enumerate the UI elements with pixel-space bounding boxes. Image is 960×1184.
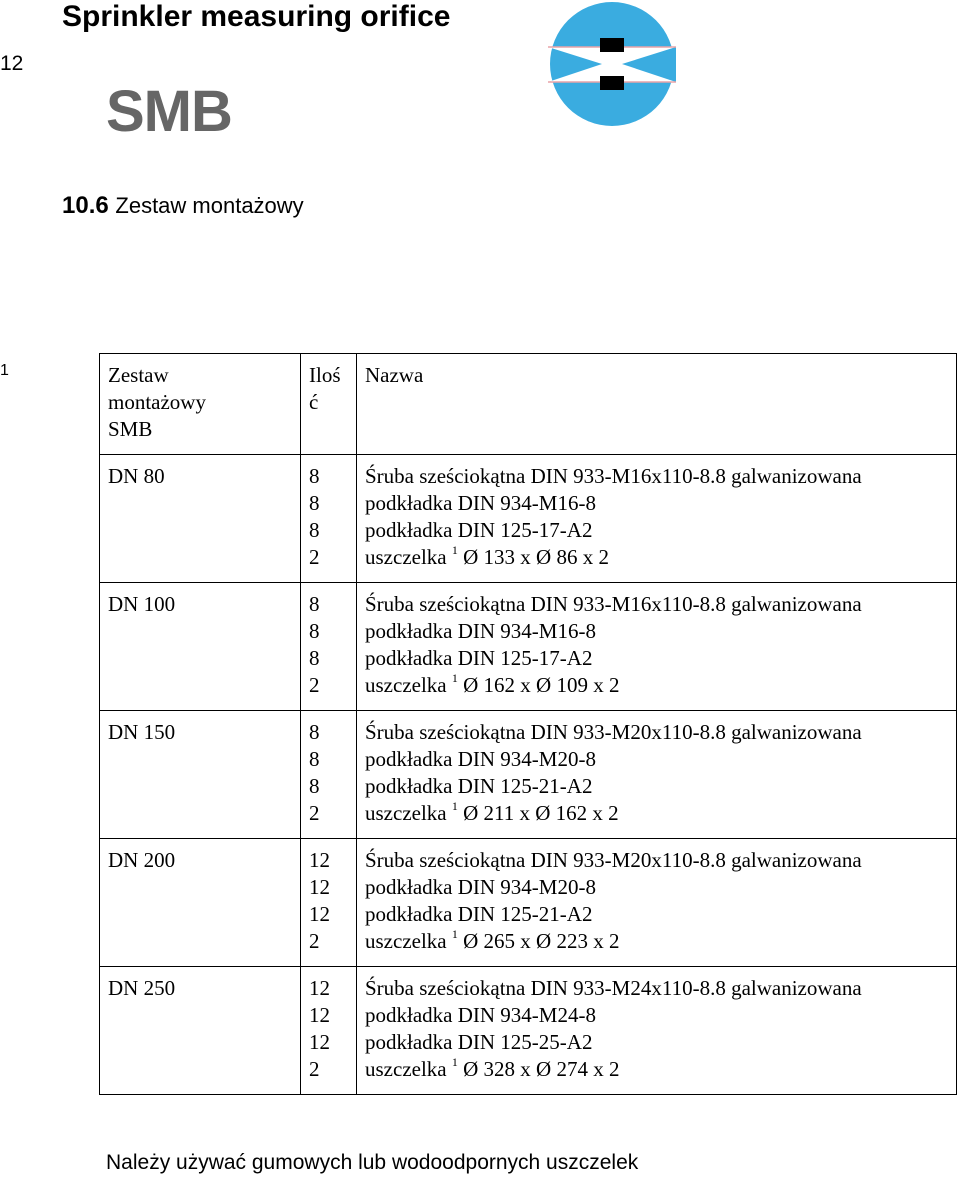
cell-qty: 8 8 8 2 — [301, 583, 357, 711]
cell-dn: DN 100 — [100, 583, 301, 711]
header-qty: Iloś ć — [301, 354, 357, 455]
margin-marker: 1 — [0, 362, 9, 379]
cell-qty: 8 8 8 2 — [301, 455, 357, 583]
page-number: 12 — [0, 52, 24, 75]
cell-dn: DN 250 — [100, 967, 301, 1095]
footnote-ref: 1 — [451, 799, 458, 813]
cell-qty: 12 12 12 2 — [301, 839, 357, 967]
gasket-line: uszczelka $^1$ Ø 211 x Ø 162 x 2 — [365, 799, 619, 825]
page-title: Sprinkler measuring orifice — [62, 0, 451, 33]
footnote-ref: 1 — [451, 671, 458, 685]
cell-dn: DN 150 — [100, 711, 301, 839]
cell-name: Śruba sześciokątna DIN 933-M20x110-8.8 galwanizowana podkładka DIN 934-M20-8 podkładka DIN 125-21-A2 uszczelka $^1$ Ø 265 x Ø 223 x 2 — [357, 839, 957, 967]
table-row-dn250 — [100, 967, 957, 1095]
header-name: Nazwa — [357, 354, 957, 455]
table-header-row — [100, 354, 957, 455]
gasket-line: uszczelka $^1$ Ø 328 x Ø 274 x 2 — [365, 1055, 620, 1081]
footnote-ref: 1 — [451, 1055, 458, 1069]
product-code: SMB — [106, 79, 232, 144]
orifice-logo-icon — [545, 0, 680, 130]
gasket-line: uszczelka $^1$ Ø 265 x Ø 223 x 2 — [365, 927, 620, 953]
gasket-line: uszczelka $^1$ Ø 133 x Ø 86 x 2 — [365, 543, 609, 569]
section-title: Zestaw montażowy — [115, 193, 304, 218]
cell-name: Śruba sześciokątna DIN 933-M20x110-8.8 galwanizowana podkładka DIN 934-M20-8 podkładka DIN 125-21-A2 uszczelka $^1$ Ø 211 x Ø 162 x 2 — [357, 711, 957, 839]
cell-qty: 8 8 8 2 — [301, 711, 357, 839]
cell-name: Śruba sześciokątna DIN 933-M16x110-8.8 galwanizowana podkładka DIN 934-M16-8 podkładka DIN 125-17-A2 uszczelka $^1$ Ø 133 x Ø 86 x 2 — [357, 455, 957, 583]
table-row-dn150 — [100, 711, 957, 839]
section-number: 10.6 — [62, 192, 109, 219]
footnote-ref: 1 — [451, 927, 458, 941]
footnote: Należy używać gumowych lub wodoodpornych uszczelek — [106, 1151, 639, 1174]
cell-qty: 12 12 12 2 — [301, 967, 357, 1095]
cell-name: Śruba sześciokątna DIN 933-M16x110-8.8 galwanizowana podkładka DIN 934-M16-8 podkładka DIN 125-17-A2 uszczelka $^1$ Ø 162 x Ø 109 x 2 — [357, 583, 957, 711]
footnote-ref: 1 — [451, 543, 458, 557]
cell-dn: DN 80 — [100, 455, 301, 583]
section-heading — [62, 192, 304, 220]
header-set: Zestaw montażowy SMB — [100, 354, 301, 455]
logo-block-top — [600, 38, 624, 52]
gasket-line: uszczelka $^1$ Ø 162 x Ø 109 x 2 — [365, 671, 620, 697]
table-row-dn200 — [100, 839, 957, 967]
mounting-kit-table — [99, 353, 957, 1095]
cell-dn: DN 200 — [100, 839, 301, 967]
table-row-dn80 — [100, 455, 957, 583]
logo-block-bottom — [600, 76, 624, 90]
table-row-dn100 — [100, 583, 957, 711]
cell-name: Śruba sześciokątna DIN 933-M24x110-8.8 galwanizowana podkładka DIN 934-M24-8 podkładka DIN 125-25-A2 uszczelka $^1$ Ø 328 x Ø 274 x 2 — [357, 967, 957, 1095]
